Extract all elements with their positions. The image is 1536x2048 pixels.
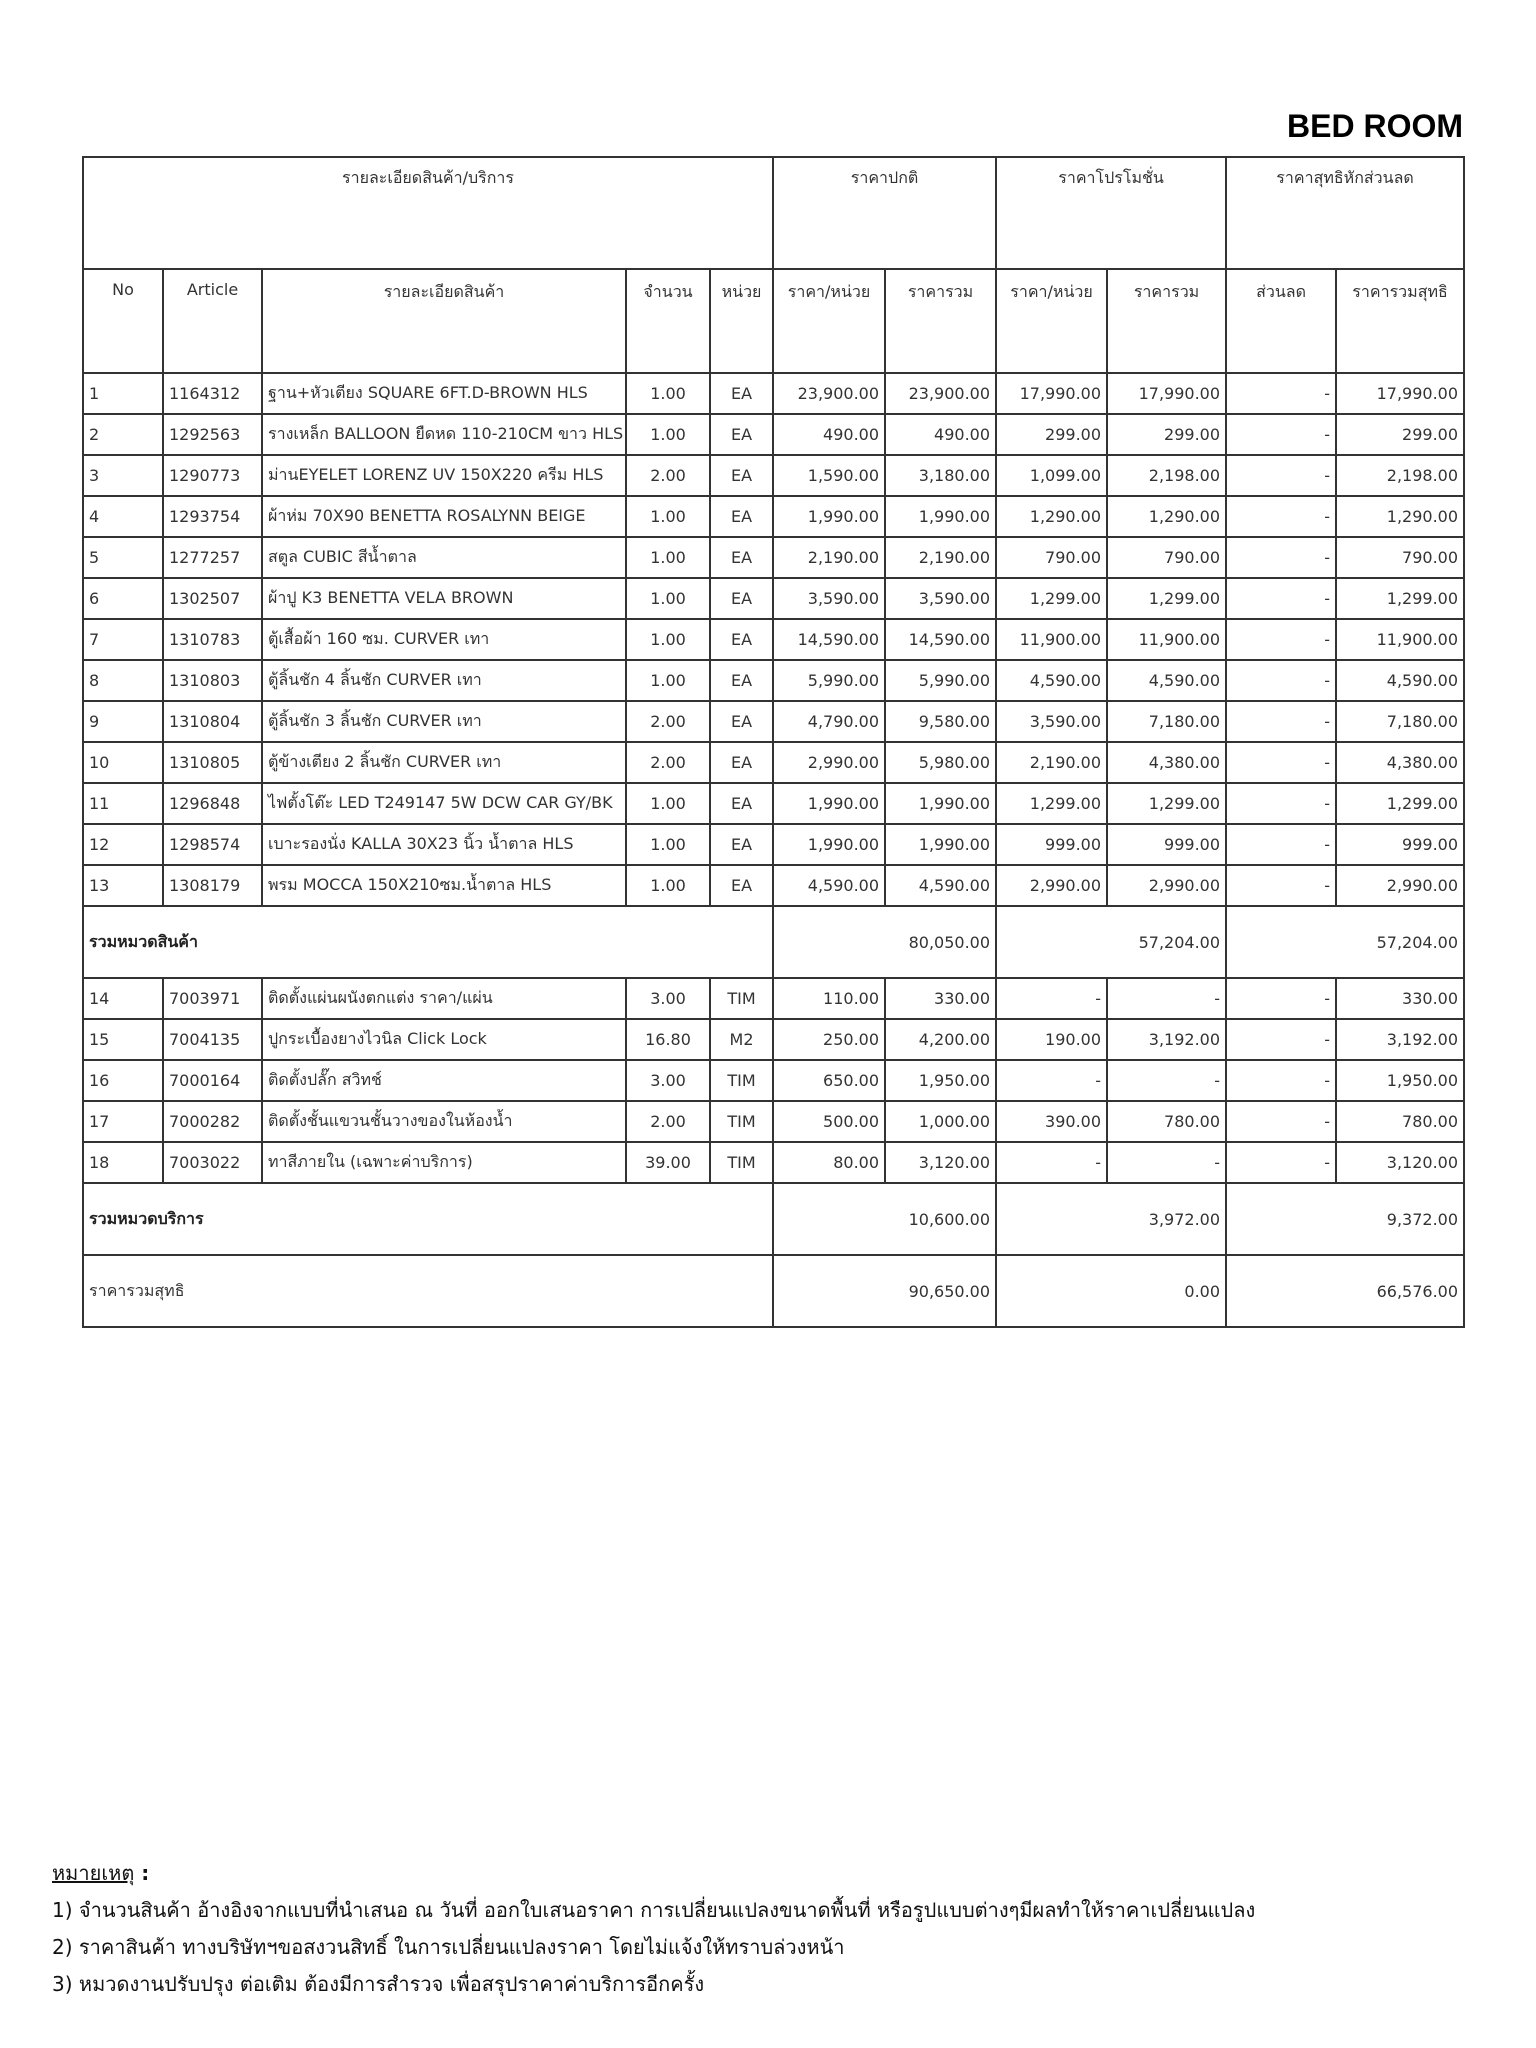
cell-regular-total: 1,990.00 [885, 496, 996, 537]
table-row [83, 373, 1464, 414]
cell-unit: EA [710, 537, 773, 578]
cell-regular-unit-price: 500.00 [773, 1101, 885, 1142]
cell-net-total: 2,198.00 [1336, 455, 1464, 496]
note-line-3: 3) หมวดงานปรับปรุง ต่อเติม ต้องมีการสำรวจ เพื่อสรุปราคาค่าบริการอีกครั้ง [52, 1972, 705, 1996]
cell-net-total: 4,380.00 [1336, 742, 1464, 783]
cell-regular-unit-price: 1,590.00 [773, 455, 885, 496]
col-header-promo-total: ราคารวม [1107, 269, 1226, 373]
cell-net-total: 1,299.00 [1336, 578, 1464, 619]
cell-net-total: 999.00 [1336, 824, 1464, 865]
product-subtotal-section [83, 906, 1464, 978]
cell-promo-unit-price: 1,290.00 [996, 496, 1107, 537]
cell-article: 1310805 [163, 742, 262, 783]
grand-total-net: 66,576.00 [1226, 1255, 1464, 1327]
cell-no: 16 [83, 1060, 163, 1101]
service-subtotal-net: 9,372.00 [1226, 1183, 1464, 1255]
product-subtotal-net: 57,204.00 [1226, 906, 1464, 978]
table-row [83, 701, 1464, 742]
table-row [83, 619, 1464, 660]
cell-discount: - [1226, 660, 1336, 701]
cell-description: พรม MOCCA 150X210ซม.น้ำตาล HLS [262, 865, 626, 906]
cell-discount: - [1226, 619, 1336, 660]
product-subtotal-promo: 57,204.00 [996, 906, 1226, 978]
note-line-2: 2) ราคาสินค้า ทางบริษัทฯขอสงวนสิทธิ์ ในการเปลี่ยนแปลงราคา โดยไม่แจ้งให้ทราบล่วงหน้า [52, 1935, 845, 1959]
cell-no: 7 [83, 619, 163, 660]
cell-promo-unit-price: - [996, 1142, 1107, 1183]
cell-regular-unit-price: 4,790.00 [773, 701, 885, 742]
cell-net-total: 1,290.00 [1336, 496, 1464, 537]
cell-promo-total: 999.00 [1107, 824, 1226, 865]
cell-article: 7003971 [163, 978, 262, 1019]
cell-discount: - [1226, 1060, 1336, 1101]
cell-article: 7000282 [163, 1101, 262, 1142]
table-row [83, 783, 1464, 824]
cell-regular-unit-price: 4,590.00 [773, 865, 885, 906]
table-row [83, 824, 1464, 865]
cell-regular-total: 1,990.00 [885, 824, 996, 865]
cell-quantity: 2.00 [626, 701, 710, 742]
cell-promo-total: - [1107, 978, 1226, 1019]
cell-unit: EA [710, 455, 773, 496]
table-row [83, 578, 1464, 619]
cell-unit: TIM [710, 978, 773, 1019]
cell-net-total: 790.00 [1336, 537, 1464, 578]
cell-quantity: 3.00 [626, 978, 710, 1019]
cell-article: 1310804 [163, 701, 262, 742]
grand-total-regular: 90,650.00 [773, 1255, 996, 1327]
cell-regular-total: 3,590.00 [885, 578, 996, 619]
cell-promo-unit-price: 299.00 [996, 414, 1107, 455]
cell-net-total: 1,950.00 [1336, 1060, 1464, 1101]
cell-promo-total: 4,590.00 [1107, 660, 1226, 701]
cell-regular-unit-price: 5,990.00 [773, 660, 885, 701]
cell-discount: - [1226, 537, 1336, 578]
cell-quantity: 1.00 [626, 783, 710, 824]
cell-promo-unit-price: 3,590.00 [996, 701, 1107, 742]
col-header-regular-unit-price: ราคา/หน่วย [773, 269, 885, 373]
note-line-1: 1) จำนวนสินค้า อ้างอิงจากแบบที่นำเสนอ ณ วันที่ ออกใบเสนอราคา การเปลี่ยนแปลงขนาดพื้นที่ หรือรูปแบบต่างๆมีผลทำให้ราคาเปลี่ยนแปลง [52, 1898, 1256, 1922]
cell-regular-unit-price: 1,990.00 [773, 824, 885, 865]
cell-quantity: 1.00 [626, 496, 710, 537]
service-rows [83, 978, 1464, 1183]
cell-promo-unit-price: 2,190.00 [996, 742, 1107, 783]
service-subtotal-label: รวมหมวดบริการ [83, 1183, 773, 1255]
cell-promo-unit-price: 1,299.00 [996, 578, 1107, 619]
col-header-unit: หน่วย [710, 269, 773, 373]
cell-discount: - [1226, 496, 1336, 537]
service-subtotal-regular: 10,600.00 [773, 1183, 996, 1255]
cell-regular-unit-price: 14,590.00 [773, 619, 885, 660]
cell-no: 12 [83, 824, 163, 865]
product-subtotal-label: รวมหมวดสินค้า [83, 906, 773, 978]
cell-net-total: 4,590.00 [1336, 660, 1464, 701]
cell-quantity: 1.00 [626, 824, 710, 865]
cell-no: 3 [83, 455, 163, 496]
col-header-quantity: จำนวน [626, 269, 710, 373]
cell-promo-unit-price: 790.00 [996, 537, 1107, 578]
cell-description: ทาสีภายใน (เฉพาะค่าบริการ) [262, 1142, 626, 1183]
grand-total-label: ราคารวมสุทธิ [83, 1255, 773, 1327]
cell-description: ไฟตั้งโต๊ะ LED T249147 5W DCW CAR GY/BK [262, 783, 626, 824]
cell-article: 1164312 [163, 373, 262, 414]
cell-quantity: 3.00 [626, 1060, 710, 1101]
group-header-promo-price: ราคาโปรโมชั่น [996, 157, 1226, 269]
cell-regular-unit-price: 2,190.00 [773, 537, 885, 578]
cell-regular-unit-price: 1,990.00 [773, 496, 885, 537]
cell-unit: EA [710, 701, 773, 742]
cell-regular-total: 5,980.00 [885, 742, 996, 783]
col-header-description: รายละเอียดสินค้า [262, 269, 626, 373]
cell-net-total: 7,180.00 [1336, 701, 1464, 742]
cell-regular-total: 3,120.00 [885, 1142, 996, 1183]
column-header-row [83, 269, 1464, 373]
cell-regular-total: 2,190.00 [885, 537, 996, 578]
col-header-no: No [83, 269, 163, 373]
cell-discount: - [1226, 455, 1336, 496]
grand-total-row [83, 1255, 1464, 1327]
notes-colon: : [134, 1861, 150, 1885]
cell-regular-unit-price: 2,990.00 [773, 742, 885, 783]
page-title: BED ROOM [1287, 108, 1463, 144]
cell-regular-unit-price: 250.00 [773, 1019, 885, 1060]
table-row [83, 1101, 1464, 1142]
cell-no: 18 [83, 1142, 163, 1183]
cell-quantity: 1.00 [626, 578, 710, 619]
cell-regular-total: 9,580.00 [885, 701, 996, 742]
cell-promo-total: 1,299.00 [1107, 578, 1226, 619]
col-header-promo-unit-price: ราคา/หน่วย [996, 269, 1107, 373]
cell-regular-total: 1,950.00 [885, 1060, 996, 1101]
cell-unit: TIM [710, 1060, 773, 1101]
totals-section [83, 1183, 1464, 1327]
cell-description: ตู้ข้างเตียง 2 ลิ้นชัก CURVER เทา [262, 742, 626, 783]
cell-quantity: 1.00 [626, 537, 710, 578]
col-header-net-total: ราคารวมสุทธิ [1336, 269, 1464, 373]
cell-description: ฐาน+หัวเตียง SQUARE 6FT.D-BROWN HLS [262, 373, 626, 414]
product-subtotal-row [83, 906, 1464, 978]
cell-description: รางเหล็ก BALLOON ยืดหด 110-210CM ขาว HLS [262, 414, 626, 455]
cell-discount: - [1226, 1142, 1336, 1183]
cell-promo-unit-price: - [996, 1060, 1107, 1101]
group-header-regular-price: ราคาปกติ [773, 157, 996, 269]
cell-unit: EA [710, 578, 773, 619]
cell-net-total: 3,120.00 [1336, 1142, 1464, 1183]
cell-promo-total: 299.00 [1107, 414, 1226, 455]
cell-no: 5 [83, 537, 163, 578]
cell-article: 1277257 [163, 537, 262, 578]
cell-quantity: 1.00 [626, 865, 710, 906]
cell-description: ติดตั้งแผ่นผนังตกแต่ง ราคา/แผ่น [262, 978, 626, 1019]
cell-article: 1293754 [163, 496, 262, 537]
cell-promo-total: 1,290.00 [1107, 496, 1226, 537]
cell-promo-total: 4,380.00 [1107, 742, 1226, 783]
cell-promo-total: 17,990.00 [1107, 373, 1226, 414]
cell-article: 1290773 [163, 455, 262, 496]
table-row [83, 978, 1464, 1019]
cell-no: 6 [83, 578, 163, 619]
cell-net-total: 3,192.00 [1336, 1019, 1464, 1060]
cell-net-total: 780.00 [1336, 1101, 1464, 1142]
cell-quantity: 1.00 [626, 373, 710, 414]
product-rows [83, 373, 1464, 906]
cell-description: เบาะรองนั่ง KALLA 30X23 นิ้ว น้ำตาล HLS [262, 824, 626, 865]
cell-unit: EA [710, 414, 773, 455]
table-row [83, 1060, 1464, 1101]
cell-quantity: 1.00 [626, 414, 710, 455]
cell-promo-unit-price: 1,299.00 [996, 783, 1107, 824]
cell-description: สตูล CUBIC สีน้ำตาล [262, 537, 626, 578]
table-row [83, 865, 1464, 906]
cell-article: 7004135 [163, 1019, 262, 1060]
cell-net-total: 2,990.00 [1336, 865, 1464, 906]
table-row [83, 455, 1464, 496]
cell-no: 14 [83, 978, 163, 1019]
cell-discount: - [1226, 978, 1336, 1019]
table-row [83, 660, 1464, 701]
cell-promo-unit-price: 390.00 [996, 1101, 1107, 1142]
cell-promo-unit-price: 11,900.00 [996, 619, 1107, 660]
cell-net-total: 11,900.00 [1336, 619, 1464, 660]
cell-discount: - [1226, 783, 1336, 824]
col-header-article: Article [163, 269, 262, 373]
cell-regular-total: 4,590.00 [885, 865, 996, 906]
cell-quantity: 39.00 [626, 1142, 710, 1183]
cell-regular-total: 330.00 [885, 978, 996, 1019]
product-subtotal-regular: 80,050.00 [773, 906, 996, 978]
cell-article: 1310783 [163, 619, 262, 660]
cell-article: 7003022 [163, 1142, 262, 1183]
cell-article: 1298574 [163, 824, 262, 865]
cell-unit: TIM [710, 1142, 773, 1183]
cell-promo-total: 3,192.00 [1107, 1019, 1226, 1060]
cell-quantity: 2.00 [626, 1101, 710, 1142]
cell-regular-unit-price: 110.00 [773, 978, 885, 1019]
cell-promo-total: 2,990.00 [1107, 865, 1226, 906]
cell-description: ปูกระเบื้องยางไวนิล Click Lock [262, 1019, 626, 1060]
cell-unit: TIM [710, 1101, 773, 1142]
cell-no: 15 [83, 1019, 163, 1060]
cell-regular-unit-price: 3,590.00 [773, 578, 885, 619]
table-row [83, 1142, 1464, 1183]
group-header-description: รายละเอียดสินค้า/บริการ [83, 157, 773, 269]
cell-no: 17 [83, 1101, 163, 1142]
cell-unit: EA [710, 865, 773, 906]
notes-heading-line [52, 1855, 1255, 1892]
group-header-row [83, 157, 1464, 269]
cell-regular-unit-price: 490.00 [773, 414, 885, 455]
cell-article: 1292563 [163, 414, 262, 455]
cell-regular-total: 5,990.00 [885, 660, 996, 701]
cell-discount: - [1226, 1101, 1336, 1142]
cell-promo-unit-price: 17,990.00 [996, 373, 1107, 414]
cell-discount: - [1226, 414, 1336, 455]
cell-discount: - [1226, 1019, 1336, 1060]
table-row [83, 1019, 1464, 1060]
cell-description: ตู้เสื้อผ้า 160 ซม. CURVER เทา [262, 619, 626, 660]
cell-unit: EA [710, 824, 773, 865]
col-header-regular-total: ราคารวม [885, 269, 996, 373]
cell-article: 1302507 [163, 578, 262, 619]
cell-regular-total: 4,200.00 [885, 1019, 996, 1060]
cell-no: 8 [83, 660, 163, 701]
cell-regular-total: 490.00 [885, 414, 996, 455]
cell-no: 4 [83, 496, 163, 537]
table-row [83, 414, 1464, 455]
cell-description: ติดตั้งชั้นแขวนชั้นวางของในห้องน้ำ [262, 1101, 626, 1142]
service-subtotal-promo: 3,972.00 [996, 1183, 1226, 1255]
cell-regular-unit-price: 1,990.00 [773, 783, 885, 824]
cell-article: 1308179 [163, 865, 262, 906]
cell-promo-total: 790.00 [1107, 537, 1226, 578]
cell-discount: - [1226, 742, 1336, 783]
cell-net-total: 17,990.00 [1336, 373, 1464, 414]
notes-section [52, 1855, 1255, 2003]
cell-description: ผ้าห่ม 70X90 BENETTA ROSALYNN BEIGE [262, 496, 626, 537]
cell-unit: EA [710, 660, 773, 701]
cell-promo-total: 1,299.00 [1107, 783, 1226, 824]
cell-promo-total: 7,180.00 [1107, 701, 1226, 742]
cell-quantity: 1.00 [626, 660, 710, 701]
col-header-discount: ส่วนลด [1226, 269, 1336, 373]
cell-no: 11 [83, 783, 163, 824]
cell-unit: EA [710, 742, 773, 783]
cell-regular-total: 1,990.00 [885, 783, 996, 824]
cell-discount: - [1226, 373, 1336, 414]
cell-promo-total: 780.00 [1107, 1101, 1226, 1142]
cell-discount: - [1226, 865, 1336, 906]
cell-promo-unit-price: 999.00 [996, 824, 1107, 865]
service-subtotal-row [83, 1183, 1464, 1255]
table-row [83, 496, 1464, 537]
cell-regular-total: 23,900.00 [885, 373, 996, 414]
cell-unit: EA [710, 783, 773, 824]
cell-promo-unit-price: 190.00 [996, 1019, 1107, 1060]
cell-promo-total: 11,900.00 [1107, 619, 1226, 660]
cell-quantity: 2.00 [626, 742, 710, 783]
cell-regular-unit-price: 80.00 [773, 1142, 885, 1183]
cell-regular-total: 1,000.00 [885, 1101, 996, 1142]
cell-article: 1310803 [163, 660, 262, 701]
cell-regular-unit-price: 23,900.00 [773, 373, 885, 414]
cell-quantity: 2.00 [626, 455, 710, 496]
cell-promo-unit-price: 2,990.00 [996, 865, 1107, 906]
grand-total-promo: 0.00 [996, 1255, 1226, 1327]
group-header-net-price: ราคาสุทธิหักส่วนลด [1226, 157, 1464, 269]
cell-no: 1 [83, 373, 163, 414]
cell-net-total: 1,299.00 [1336, 783, 1464, 824]
cell-unit: EA [710, 496, 773, 537]
cell-article: 1296848 [163, 783, 262, 824]
cell-unit: EA [710, 373, 773, 414]
cell-promo-unit-price: - [996, 978, 1107, 1019]
cell-quantity: 1.00 [626, 619, 710, 660]
cell-no: 13 [83, 865, 163, 906]
table-row [83, 537, 1464, 578]
cell-promo-unit-price: 4,590.00 [996, 660, 1107, 701]
notes-heading: หมายเหตุ [52, 1861, 135, 1885]
cell-description: ผ้าปู K3 BENETTA VELA BROWN [262, 578, 626, 619]
cell-quantity: 16.80 [626, 1019, 710, 1060]
cell-promo-unit-price: 1,099.00 [996, 455, 1107, 496]
cell-description: ตู้ลิ้นชัก 3 ลิ้นชัก CURVER เทา [262, 701, 626, 742]
cell-discount: - [1226, 701, 1336, 742]
cell-regular-total: 3,180.00 [885, 455, 996, 496]
cell-no: 10 [83, 742, 163, 783]
cell-promo-total: - [1107, 1142, 1226, 1183]
cell-unit: M2 [710, 1019, 773, 1060]
cell-description: ตู้ลิ้นชัก 4 ลิ้นชัก CURVER เทา [262, 660, 626, 701]
cell-discount: - [1226, 578, 1336, 619]
cell-net-total: 299.00 [1336, 414, 1464, 455]
cell-promo-total: 2,198.00 [1107, 455, 1226, 496]
cell-discount: - [1226, 824, 1336, 865]
cell-description: ติดตั้งปลั๊ก สวิทช์ [262, 1060, 626, 1101]
cell-regular-unit-price: 650.00 [773, 1060, 885, 1101]
cell-net-total: 330.00 [1336, 978, 1464, 1019]
cell-promo-total: - [1107, 1060, 1226, 1101]
cell-unit: EA [710, 619, 773, 660]
cell-article: 7000164 [163, 1060, 262, 1101]
cell-no: 2 [83, 414, 163, 455]
table-row [83, 742, 1464, 783]
cell-description: ม่านEYELET LORENZ UV 150X220 ครีม HLS [262, 455, 626, 496]
cell-regular-total: 14,590.00 [885, 619, 996, 660]
cell-no: 9 [83, 701, 163, 742]
quotation-table [82, 156, 1465, 1328]
